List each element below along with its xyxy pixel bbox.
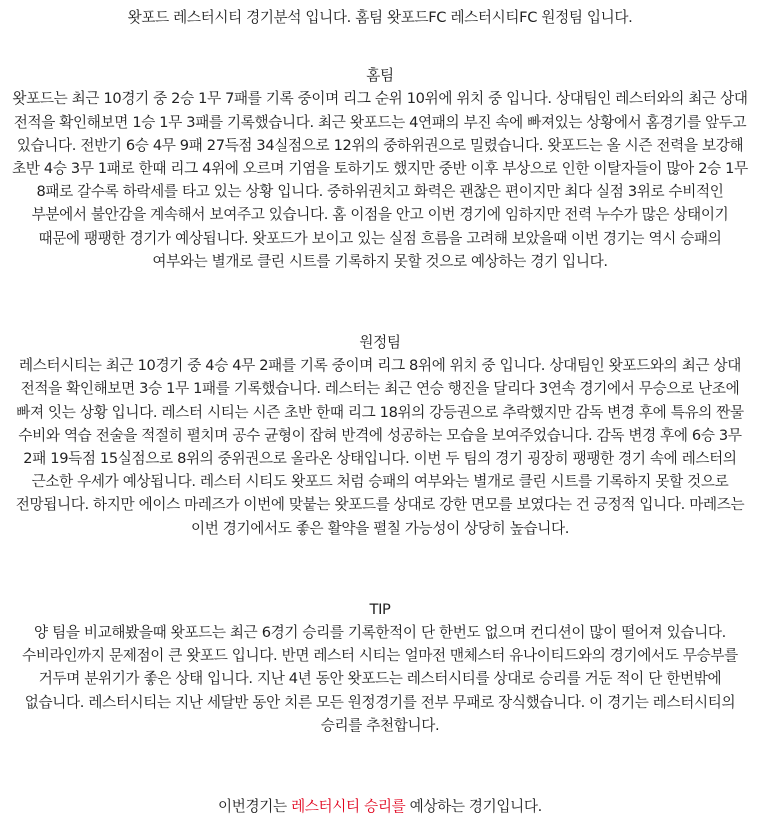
away-team-title: 원정팀 [359,334,401,352]
conclusion-suffix: 예상하는 경기입니다. [405,798,542,816]
home-team-body: 왓포드는 최근 10경기 중 2승 1무 7패를 기록 중이며 리그 순위 10위에 위치 중 입니다. 상대팀인 레스터와의 최근 상대 전적을 확인해보면 1승 1무 3패를 기록했습니다. 최근 왓포드는 4연패의 부진 속에 빠져있는 상황에서 홈경기를 앞두고 있습니다. 전반기 6승 4무 9패 27득점 34실점으로 12위의 중하위권으로 밀렸습니다. 왓포드는 올 시즌 전력을 보강해 초반 4승 3무 1패로 한때 리그 4위에 오르며 기염을 토하기도 했지만 중반 이후 부상으로 인한 이탈자들이 많아 2승 1무 8패로 갈수록 하락세를 타고 있는 상황 입니다. 중하위권치고 화력은 괜찮은 편이지만 최다 실점 3위로 수비적인 부분에서 불안감을 계속해서 보여주고 있습니다. 홈 이점을 안고 이번 경기에 임하지만 전력 누수가 많은 상태이기 때문에 팽팽한 경기가 예상됩니다. 왓포드가 보이고 있는 실점 흐름을 고려해 보았을때 이번 경기는 역시 승패의 여부와는 별개로 클린 시트를 기록하지 못할 것으로 예상하는 경기 입니다. [12,90,748,270]
conclusion-highlight: 레스터시티 승리를 [291,798,406,816]
away-team-body: 레스터시티는 최근 10경기 중 4승 4무 2패를 기록 중이며 리그 8위에 위치 중 입니다. 상대팀인 왓포드와의 최근 상대 전적을 확인해보면 3승 1무 1패를 기록했습니다. 레스터는 최근 연승 행진을 달리다 3연속 경기에서 무승으로 난조에 빠져 잇는 상황 입니다. 레스터 시티는 시즌 초반 한때 리그 18위의 강등권으로 추락했지만 감독 변경 후에 특유의 짠물 수비와 역습 전술을 적절히 펼치며 공수 균형이 잡혀 반격에 성공하는 모습을 보여주었습니다. 감독 변경 후에 6승 3무 2패 19득점 15실점으로 8위의 중위권으로 올라온 상태입니다. 이번 두 팀의 경기 굉장히 팽팽한 경기 속에 레스터의 근소한 우세가 예상됩니다. 레스터 시티도 왓포드 처럼 승패의 여부와는 별개로 클린 시트를 기록하지 못할 것으로 전망됩니다. 하지만 에이스 마레즈가 이번에 맞붙는 왓포드를 상대로 강한 면모를 보였다는 건 긍정적 입니다. 마레즈는 이번 경기에서도 좋은 활약을 펼칠 가능성이 상당히 높습니다. [15,357,745,537]
conclusion-text [12,795,748,818]
home-team-title: 홈팀 [366,67,394,85]
tip-section [12,598,748,737]
intro-text: 왓포드 레스터시티 경기분석 입니다. 홈팀 왓포드FC 레스터시티FC 원정팀 입니다. [127,9,633,26]
home-team-section [12,64,748,273]
tip-body: 양 팀을 비교해봤을때 왓포드는 최근 6경기 승리를 기록한적이 단 한번도 없으며 컨디션이 많이 떨어져 있습니다. 수비라인까지 문제점이 큰 왓포드 입니다. 반면 레스터 시티는 얼마전 맨체스터 유나이티드와의 경기에서도 무승부를 거두며 분위기가 좋은 상태 입니다. 지난 4년 동안 왓포드는 레스터시티를 상대로 승리를 거둔 적이 단 한번밖에 없습니다. 레스터시티는 지난 세달반 동안 치른 모든 원정경기를 전부 무패로 장식했습니다. 이 경기는 레스터시티의 승리를 추천합니다. [22,624,738,734]
away-team-section [12,331,748,540]
tip-title: TIP [369,600,391,618]
conclusion-prefix: 이번경기는 [218,798,292,816]
